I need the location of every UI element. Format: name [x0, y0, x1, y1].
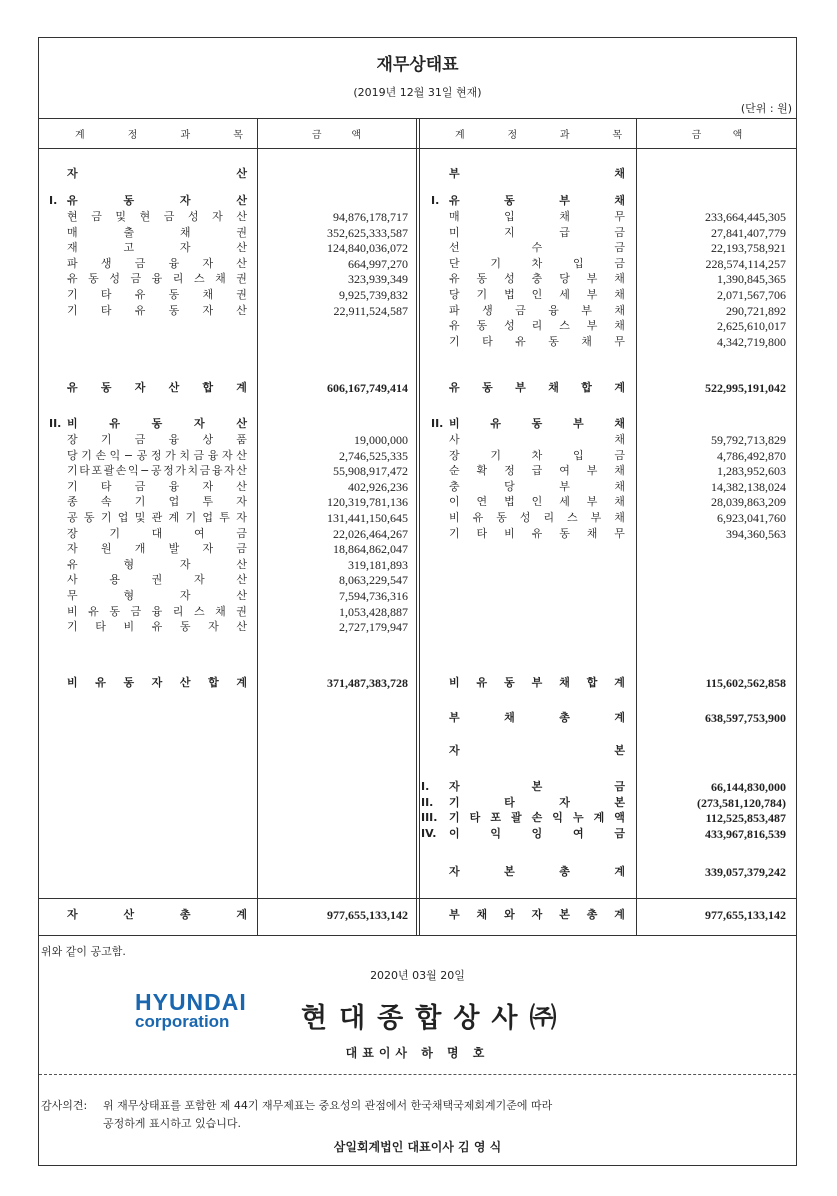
noncurrent-liability-row-amount: 394,360,563 — [726, 526, 786, 541]
noncurrent-asset-row-amount: 18,864,862,047 — [333, 542, 408, 557]
current-asset-row-label: 현 금 및 현 금 성 자 산 — [67, 210, 247, 223]
noncurrent-liability-row-amount: 6,923,041,760 — [717, 511, 786, 525]
noncurrent-asset-row-amount: 8,063,229,547 — [339, 573, 408, 588]
noncurrent-asset-row-amount: 2,746,525,335 — [339, 448, 408, 463]
current-asset-row-label: 매 출 채 권 — [67, 225, 247, 239]
equity-row-label: 기 타 포 괄 손 익 누 계 액 — [449, 811, 625, 825]
current-liability-row-label: 선 수 금 — [449, 241, 625, 255]
notice-date: 2020년 03월 20일 — [370, 969, 465, 982]
equity-row-amount: (273,581,120,784) — [697, 795, 786, 810]
noncurrent-liability-row-label: 이 연 법 인 세 부 채 — [449, 495, 625, 509]
current-assets-heading: I. 유 동 자 산 — [49, 194, 247, 207]
noncurrent-liabilities-total-label: 비 유 동 부 채 합 계 — [449, 676, 625, 689]
current-asset-row-label: 유 동 성 금 융 리 스 채 권 — [67, 272, 247, 286]
current-liabilities-heading: I. 유 동 부 채 — [431, 194, 625, 207]
equity-section-heading: 자 본 — [449, 744, 625, 757]
noncurrent-asset-row-label: 기 타 포 괄 손 익 − 공 정 가 치 금 융 자 산 — [67, 464, 247, 478]
noncurrent-liability-row-label: 비 유 동 성 리 스 부 채 — [449, 511, 625, 524]
noncurrent-asset-row-amount: 402,926,236 — [348, 479, 408, 494]
header-account-left: 계 정 과 목 — [75, 129, 243, 141]
current-asset-row-amount: 352,625,333,587 — [327, 225, 408, 240]
noncurrent-asset-row-amount: 22,026,464,267 — [333, 526, 408, 541]
liabilities-equity-grand-total-label: 부 채 와 자 본 총 계 — [449, 908, 625, 921]
current-liability-row-amount: 22,193,758,921 — [711, 241, 786, 256]
header-account-right: 계 정 과 목 — [455, 129, 622, 141]
equity-row-amount: 433,967,816,539 — [705, 826, 786, 841]
noncurrent-asset-row-label: 장 기 금 융 상 품 — [67, 433, 247, 446]
noncurrent-asset-row-label: 무 형 자 산 — [67, 589, 247, 602]
noncurrent-assets-heading: II. 비 유 동 자 산 — [49, 417, 247, 430]
noncurrent-liability-row-amount: 1,283,952,603 — [717, 464, 786, 479]
header-amount-left: 금 액 — [311, 129, 362, 141]
total-top-line — [39, 898, 796, 899]
noncurrent-liabilities-total-amount: 115,602,562,858 — [705, 676, 786, 690]
current-liability-row-label: 파 생 금 융 부 채 — [449, 303, 625, 317]
auditor-name: 삼일회계법인 대표이사 김 영 식 — [333, 1140, 502, 1154]
noncurrent-liabilities-heading: II. 비 유 동 부 채 — [431, 417, 625, 430]
noncurrent-liability-row-label: 순 확 정 급 여 부 채 — [449, 464, 625, 478]
equity-row-label: 이 익 잉 여 금 — [449, 826, 625, 840]
noncurrent-asset-row-label: 자 원 개 발 자 금 — [67, 542, 247, 556]
audit-opinion-line2: 공정하게 표시하고 있습니다. — [103, 1117, 242, 1130]
current-asset-row-amount: 124,840,036,072 — [327, 241, 408, 256]
audit-opinion-line1: 위 재무상태표를 포함한 제 44기 재무제표는 중요성의 관점에서 한국채택국제회계기준에 따라 — [103, 1099, 553, 1112]
col-divider-2b — [419, 118, 420, 936]
current-liability-row-amount: 2,625,610,017 — [717, 319, 786, 334]
liabilities-section-heading: 부 채 — [449, 167, 625, 180]
current-liability-row-label: 유 동 성 리 스 부 채 — [449, 319, 625, 333]
assets-grand-total-label: 자 산 총 계 — [67, 908, 247, 921]
current-asset-row-label: 파 생 금 융 자 산 — [67, 256, 247, 270]
assets-section-heading: 자 산 — [67, 167, 247, 180]
noncurrent-liability-row-amount: 59,792,713,829 — [711, 433, 786, 447]
notice-text: 위와 같이 공고함. — [41, 945, 126, 958]
current-liability-row-amount: 228,574,114,257 — [705, 256, 786, 271]
noncurrent-asset-row-amount: 2,727,179,947 — [339, 620, 408, 635]
ceo-name: 대표이사 하 명 호 — [345, 1046, 490, 1060]
current-asset-row-label: 기 타 유 동 자 산 — [67, 303, 247, 317]
liabilities-equity-grand-total-amount: 977,655,133,142 — [705, 908, 786, 922]
current-assets-total-amount: 606,167,749,414 — [327, 381, 408, 395]
noncurrent-liability-row-amount: 28,039,863,209 — [711, 495, 786, 510]
current-asset-row-amount: 94,876,178,717 — [333, 210, 408, 224]
noncurrent-asset-row-amount: 7,594,736,316 — [339, 589, 408, 603]
equity-total-amount: 339,057,379,242 — [705, 865, 786, 879]
equity-row-numeral: I. — [421, 780, 430, 793]
balance-sheet-frame — [38, 37, 797, 1166]
unit-label: (단위 : 원) — [740, 102, 792, 115]
liabilities-total-label: 부 채 총 계 — [449, 711, 625, 724]
noncurrent-assets-total-amount: 371,487,383,728 — [327, 676, 408, 690]
noncurrent-asset-row-amount: 131,441,150,645 — [327, 511, 408, 525]
current-liability-row-amount: 233,664,445,305 — [705, 210, 786, 224]
equity-row-label: 자 본 금 — [449, 780, 625, 793]
current-liability-row-label: 미 지 급 금 — [449, 225, 625, 239]
audit-label: 감사의견: — [41, 1099, 88, 1112]
current-asset-row-amount: 323,939,349 — [348, 272, 408, 287]
equity-row-numeral: IV. — [421, 826, 437, 840]
current-liability-row-amount: 290,721,892 — [726, 303, 786, 318]
liabilities-total-amount: 638,597,753,900 — [705, 711, 786, 725]
noncurrent-asset-row-label: 장 기 대 여 금 — [67, 526, 247, 540]
header-bottom-line — [39, 148, 796, 149]
noncurrent-asset-row-label: 유 형 자 산 — [67, 557, 247, 571]
equity-row-amount: 112,525,853,487 — [705, 811, 786, 826]
current-liability-row-label: 매 입 채 무 — [449, 210, 625, 223]
noncurrent-assets-total-label: 비 유 동 자 산 합 계 — [67, 676, 247, 689]
noncurrent-asset-row-label: 당 기 손 익 − 공 정 가 치 금 융 자 산 — [67, 448, 247, 462]
noncurrent-asset-row-label: 비 유 동 금 융 리 스 채 권 — [67, 604, 247, 618]
noncurrent-asset-row-amount: 120,319,781,136 — [327, 495, 408, 510]
noncurrent-liability-row-label: 사 채 — [449, 433, 625, 446]
noncurrent-liability-row-amount: 14,382,138,024 — [711, 479, 786, 494]
equity-row-numeral: II. — [421, 795, 434, 809]
noncurrent-liability-row-label: 장 기 차 입 금 — [449, 448, 625, 462]
noncurrent-asset-row-amount: 1,053,428,887 — [339, 604, 408, 619]
statement-title: 재무상태표 — [376, 55, 459, 75]
current-liabilities-total-amount: 522,995,191,042 — [705, 381, 786, 395]
equity-row-label: 기 타 자 본 — [449, 795, 625, 809]
header-amount-right: 금 액 — [691, 129, 743, 141]
current-asset-row-label: 재 고 자 산 — [67, 241, 247, 255]
equity-row-amount: 66,144,830,000 — [711, 780, 786, 794]
company-logo: HYUNDAI corporation — [135, 989, 247, 1031]
noncurrent-liability-row-label: 충 당 부 채 — [449, 479, 625, 493]
current-liability-row-amount: 4,342,719,800 — [717, 334, 786, 349]
current-liability-row-amount: 1,390,845,365 — [717, 272, 786, 287]
company-name: 현대종합상사㈜ — [301, 1003, 569, 1034]
current-liability-row-amount: 27,841,407,779 — [711, 225, 786, 240]
assets-grand-total-amount: 977,655,133,142 — [327, 908, 408, 922]
noncurrent-asset-row-amount: 55,908,917,472 — [333, 464, 408, 479]
col-divider-2 — [416, 118, 417, 936]
equity-row-numeral: III. — [421, 811, 438, 825]
current-liability-row-amount: 2,071,567,706 — [717, 288, 786, 302]
current-liabilities-total-label: 유 동 부 채 합 계 — [449, 381, 625, 394]
current-liability-row-label: 유 동 성 충 당 부 채 — [449, 272, 625, 286]
current-liability-row-label: 기 타 유 동 채 무 — [449, 334, 625, 348]
equity-total-label: 자 본 총 계 — [449, 865, 625, 878]
total-bottom-line — [39, 935, 796, 936]
noncurrent-asset-row-amount: 319,181,893 — [348, 557, 408, 572]
noncurrent-liability-row-amount: 4,786,492,870 — [717, 448, 786, 463]
current-liability-row-label: 당 기 법 인 세 부 채 — [449, 288, 625, 301]
noncurrent-asset-row-label: 종 속 기 업 투 자 — [67, 495, 247, 509]
noncurrent-asset-row-label: 공 동 기 업 및 관 계 기 업 투 자 — [67, 511, 247, 524]
current-asset-row-amount: 9,925,739,832 — [339, 288, 408, 302]
noncurrent-asset-row-label: 기 타 비 유 동 자 산 — [67, 620, 247, 634]
current-asset-row-label: 기 타 유 동 채 권 — [67, 288, 247, 301]
footer-divider — [39, 1074, 796, 1075]
noncurrent-asset-row-label: 사 용 권 자 산 — [67, 573, 247, 587]
current-liability-row-label: 단 기 차 입 금 — [449, 256, 625, 270]
statement-date: (2019년 12월 31일 현재) — [353, 86, 482, 99]
current-assets-total-label: 유 동 자 산 합 계 — [67, 381, 247, 394]
current-asset-row-amount: 22,911,524,587 — [333, 303, 408, 318]
noncurrent-asset-row-label: 기 타 금 융 자 산 — [67, 479, 247, 493]
current-asset-row-amount: 664,997,270 — [348, 256, 408, 271]
noncurrent-asset-row-amount: 19,000,000 — [354, 433, 408, 447]
noncurrent-liability-row-label: 기 타 비 유 동 채 무 — [449, 526, 625, 540]
